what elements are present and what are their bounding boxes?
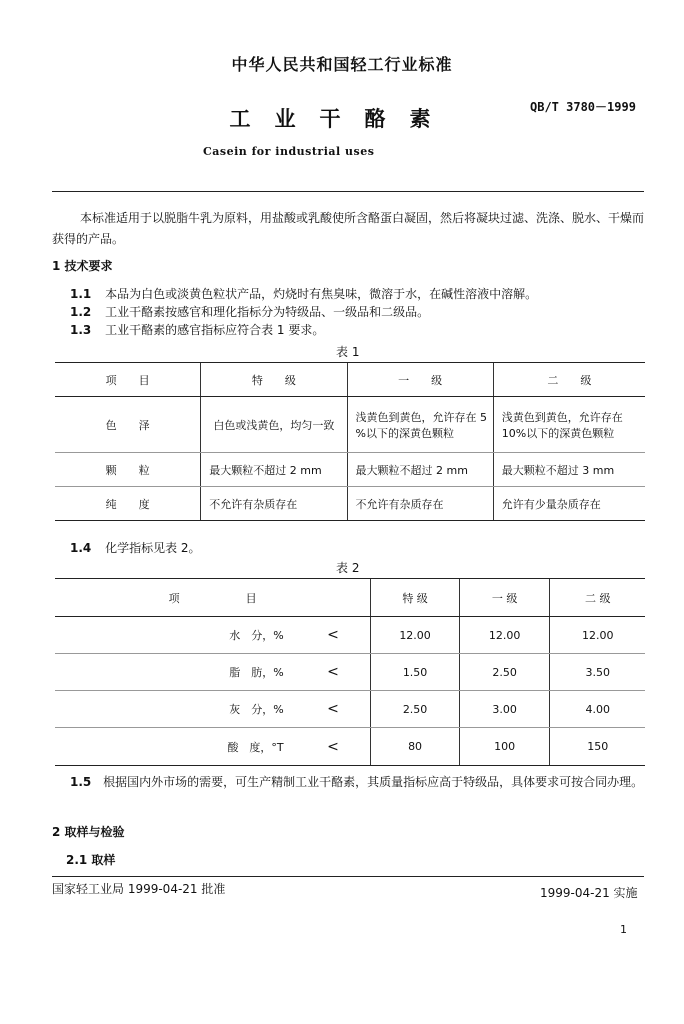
item-text: 化学指标见表 2。 bbox=[105, 541, 201, 555]
intro-paragraph: 本标准适用于以脱脂牛乳为原料，用盐酸或乳酸使所含酪蛋白凝固，然后将凝块过滤、洗涤、脱水、干燥而获得的产品。 bbox=[52, 211, 645, 246]
cell-second: 浅黄色到黄色，允许存在 10%以下的深黄色颗粒 bbox=[493, 397, 645, 453]
item-1-2 bbox=[70, 303, 650, 320]
item-text: 根据国内外市场的需要，可生产精制工业干酪素，其质量指标应高于特级品，具体要求可按合同办理。 bbox=[103, 775, 644, 789]
item-number: 1.5 bbox=[70, 775, 92, 789]
cell-special: 白色或浅黄色，均匀一致 bbox=[201, 397, 347, 453]
cell-second: 4.00 bbox=[550, 691, 645, 728]
header-item: 项 目 bbox=[55, 363, 201, 397]
header-grade-first: 一 级 bbox=[459, 579, 550, 617]
cell-second: 3.50 bbox=[550, 654, 645, 691]
row-operator: < bbox=[296, 728, 371, 766]
cell-second: 允许有少量杂质存在 bbox=[493, 487, 645, 521]
row-item: 水 分，% bbox=[55, 617, 296, 654]
cell-special: 最大颗粒不超过 2 mm bbox=[201, 453, 347, 487]
table-header-row bbox=[55, 579, 645, 617]
cell-first: 最大颗粒不超过 2 mm bbox=[347, 453, 493, 487]
table-row bbox=[55, 654, 645, 691]
document-title: 工业干酪素 bbox=[229, 107, 455, 131]
row-operator: < bbox=[296, 691, 371, 728]
cell-first: 不允许有杂质存在 bbox=[347, 487, 493, 521]
table-row bbox=[55, 617, 645, 654]
section-2-heading: 2 取样与检验 bbox=[52, 825, 125, 839]
item-text: 工业干酪素按感官和理化指标分为特级品、一级品和二级品。 bbox=[105, 305, 430, 319]
page-number: 1 bbox=[620, 923, 627, 936]
cell-first: 浅黄色到黄色，允许存在 5 %以下的深黄色颗粒 bbox=[347, 397, 493, 453]
table-row bbox=[55, 397, 645, 453]
item-number: 1.1 bbox=[70, 287, 92, 301]
header-grade-second: 二 级 bbox=[550, 579, 645, 617]
row-item: 颗 粒 bbox=[55, 453, 201, 487]
header-grade-special: 特 级 bbox=[201, 363, 347, 397]
table-1-caption: 表 1 bbox=[336, 345, 360, 359]
english-title: Casein for industrial uses bbox=[203, 145, 375, 158]
item-1-4 bbox=[70, 539, 201, 556]
row-item: 酸 度，°T bbox=[55, 728, 296, 766]
item-number: 1.3 bbox=[70, 323, 92, 337]
table-header-row bbox=[55, 363, 645, 397]
item-text: 工业干酪素的感官指标应符合表 1 要求。 bbox=[105, 323, 325, 337]
standard-code: QB/T 3780－1999 bbox=[530, 100, 636, 114]
implementation-date: 1999-04-21 实施 bbox=[540, 886, 638, 900]
table-row bbox=[55, 691, 645, 728]
table-row bbox=[55, 728, 645, 766]
cell-second: 12.00 bbox=[550, 617, 645, 654]
header-grade-first: 一 级 bbox=[347, 363, 493, 397]
cell-first: 2.50 bbox=[459, 654, 550, 691]
cell-special: 80 bbox=[371, 728, 460, 766]
item-text: 本品为白色或淡黄色粒状产品，灼烧时有焦臭味，微溶于水，在碱性溶液中溶解。 bbox=[105, 287, 538, 301]
table-row bbox=[55, 453, 645, 487]
row-item: 色 泽 bbox=[55, 397, 201, 453]
section-2-1-heading: 2.1 取样 bbox=[66, 853, 116, 867]
standard-name: 中华人民共和国轻工行业标准 bbox=[231, 55, 453, 74]
row-item: 脂 肪，% bbox=[55, 654, 296, 691]
item-1-1 bbox=[70, 285, 650, 302]
row-operator: < bbox=[296, 654, 371, 691]
cell-first: 12.00 bbox=[459, 617, 550, 654]
item-1-5 bbox=[52, 772, 644, 793]
table-1 bbox=[55, 362, 645, 521]
cell-special: 2.50 bbox=[371, 691, 460, 728]
table-2-caption: 表 2 bbox=[336, 561, 360, 575]
cell-first: 3.00 bbox=[459, 691, 550, 728]
footer-rule bbox=[52, 876, 644, 877]
item-number: 1.2 bbox=[70, 305, 92, 319]
table-2 bbox=[55, 578, 645, 766]
row-item: 灰 分，% bbox=[55, 691, 296, 728]
cell-special: 12.00 bbox=[371, 617, 460, 654]
cell-special: 不允许有杂质存在 bbox=[201, 487, 347, 521]
row-operator: < bbox=[296, 617, 371, 654]
table-row bbox=[55, 487, 645, 521]
header-grade-second: 二 级 bbox=[493, 363, 645, 397]
header-rule bbox=[52, 191, 644, 192]
row-item: 纯 度 bbox=[55, 487, 201, 521]
header-grade-special: 特 级 bbox=[371, 579, 460, 617]
approval-note: 国家轻工业局 1999-04-21 批准 bbox=[52, 882, 226, 896]
cell-second: 最大颗粒不超过 3 mm bbox=[493, 453, 645, 487]
item-1-3 bbox=[70, 321, 650, 338]
section-1-heading: 1 技术要求 bbox=[52, 259, 113, 273]
cell-special: 1.50 bbox=[371, 654, 460, 691]
item-number: 1.4 bbox=[70, 541, 92, 555]
header-item: 项 目 bbox=[55, 579, 371, 617]
cell-second: 150 bbox=[550, 728, 645, 766]
cell-first: 100 bbox=[459, 728, 550, 766]
